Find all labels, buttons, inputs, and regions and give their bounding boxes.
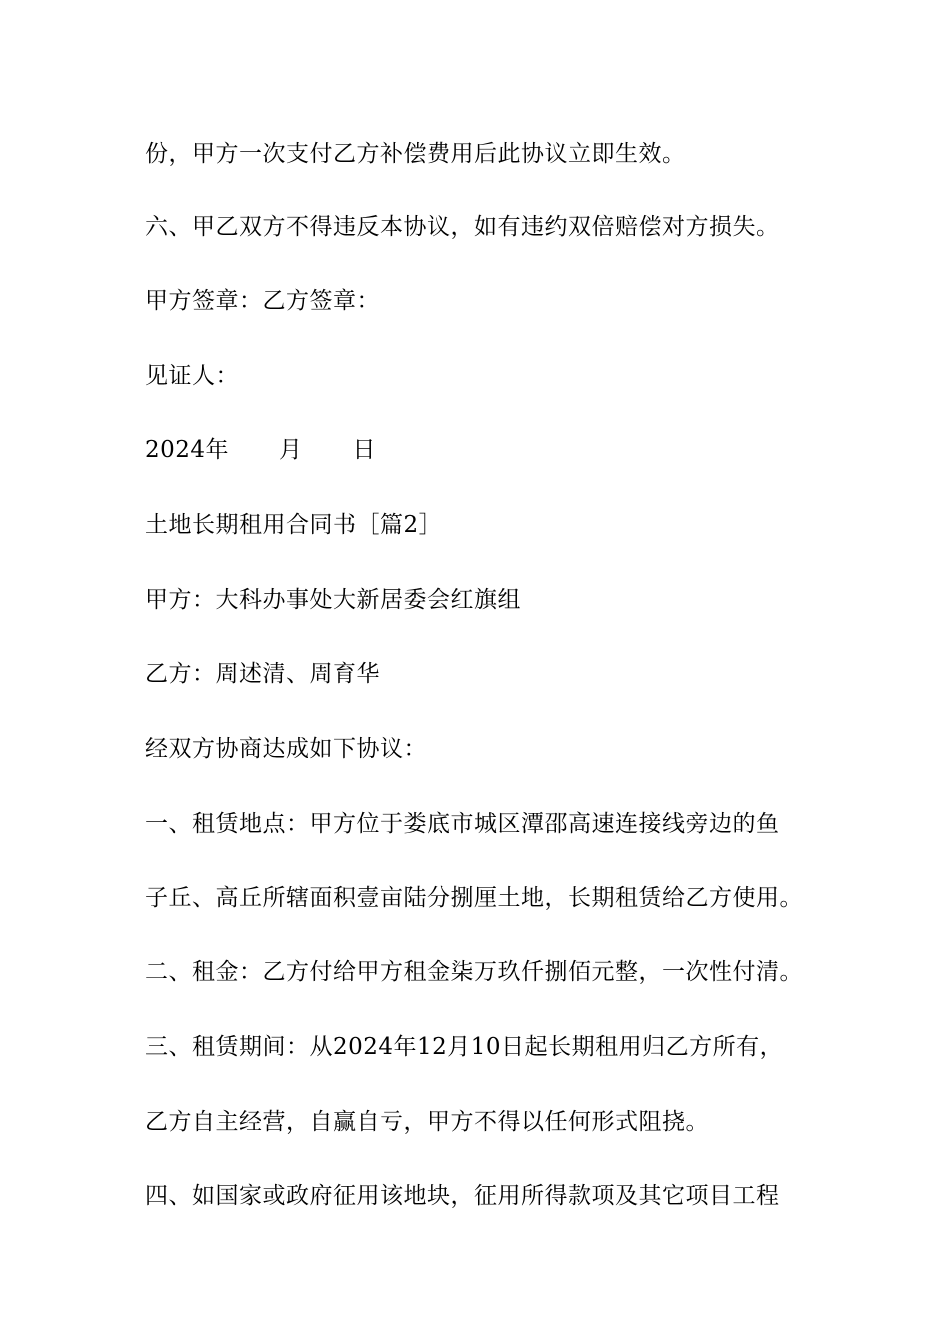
- date-day: 日: [352, 437, 377, 463]
- clause-3-line-1: 三、租赁期间：从2024年12月10日起长期租用归乙方所有，: [145, 1034, 784, 1060]
- date-year: 2024年: [145, 437, 230, 463]
- date-month: 月: [279, 437, 303, 463]
- agreement-intro: 经双方协商达成如下协议：: [145, 736, 427, 762]
- section-title: 土地长期租用合同书［篇2］: [145, 512, 443, 538]
- party-a-line: 甲方：大科办事处大新居委会红旗组: [145, 587, 521, 613]
- clause-1-line-1: 一、租赁地点：甲方位于娄底市城区潭邵高速连接线旁边的鱼: [145, 811, 780, 837]
- clause-2: 二、租金：乙方付给甲方租金柒万玖仟捌佰元整，一次性付清。: [145, 959, 803, 985]
- clause-3-line-2: 乙方自主经营，自赢自亏，甲方不得以任何形式阻挠。: [145, 1109, 709, 1135]
- witness-line: 见证人：: [145, 363, 239, 389]
- clause-1-line-2: 子丘、高丘所辖面积壹亩陆分捌厘土地，长期租赁给乙方使用。: [145, 885, 803, 911]
- paragraph-line-1: 份，甲方一次支付乙方补偿费用后此协议立即生效。: [145, 141, 686, 167]
- signature-line: 甲方签章：乙方签章：: [145, 288, 380, 314]
- party-b-line: 乙方：周述清、周育华: [145, 661, 380, 687]
- date-line: [145, 433, 825, 467]
- clause-4-line-1: 四、如国家或政府征用该地块，征用所得款项及其它项目工程: [145, 1183, 780, 1209]
- paragraph-line-2: 六、甲乙双方不得违反本协议，如有违约双倍赔偿对方损失。: [145, 214, 780, 240]
